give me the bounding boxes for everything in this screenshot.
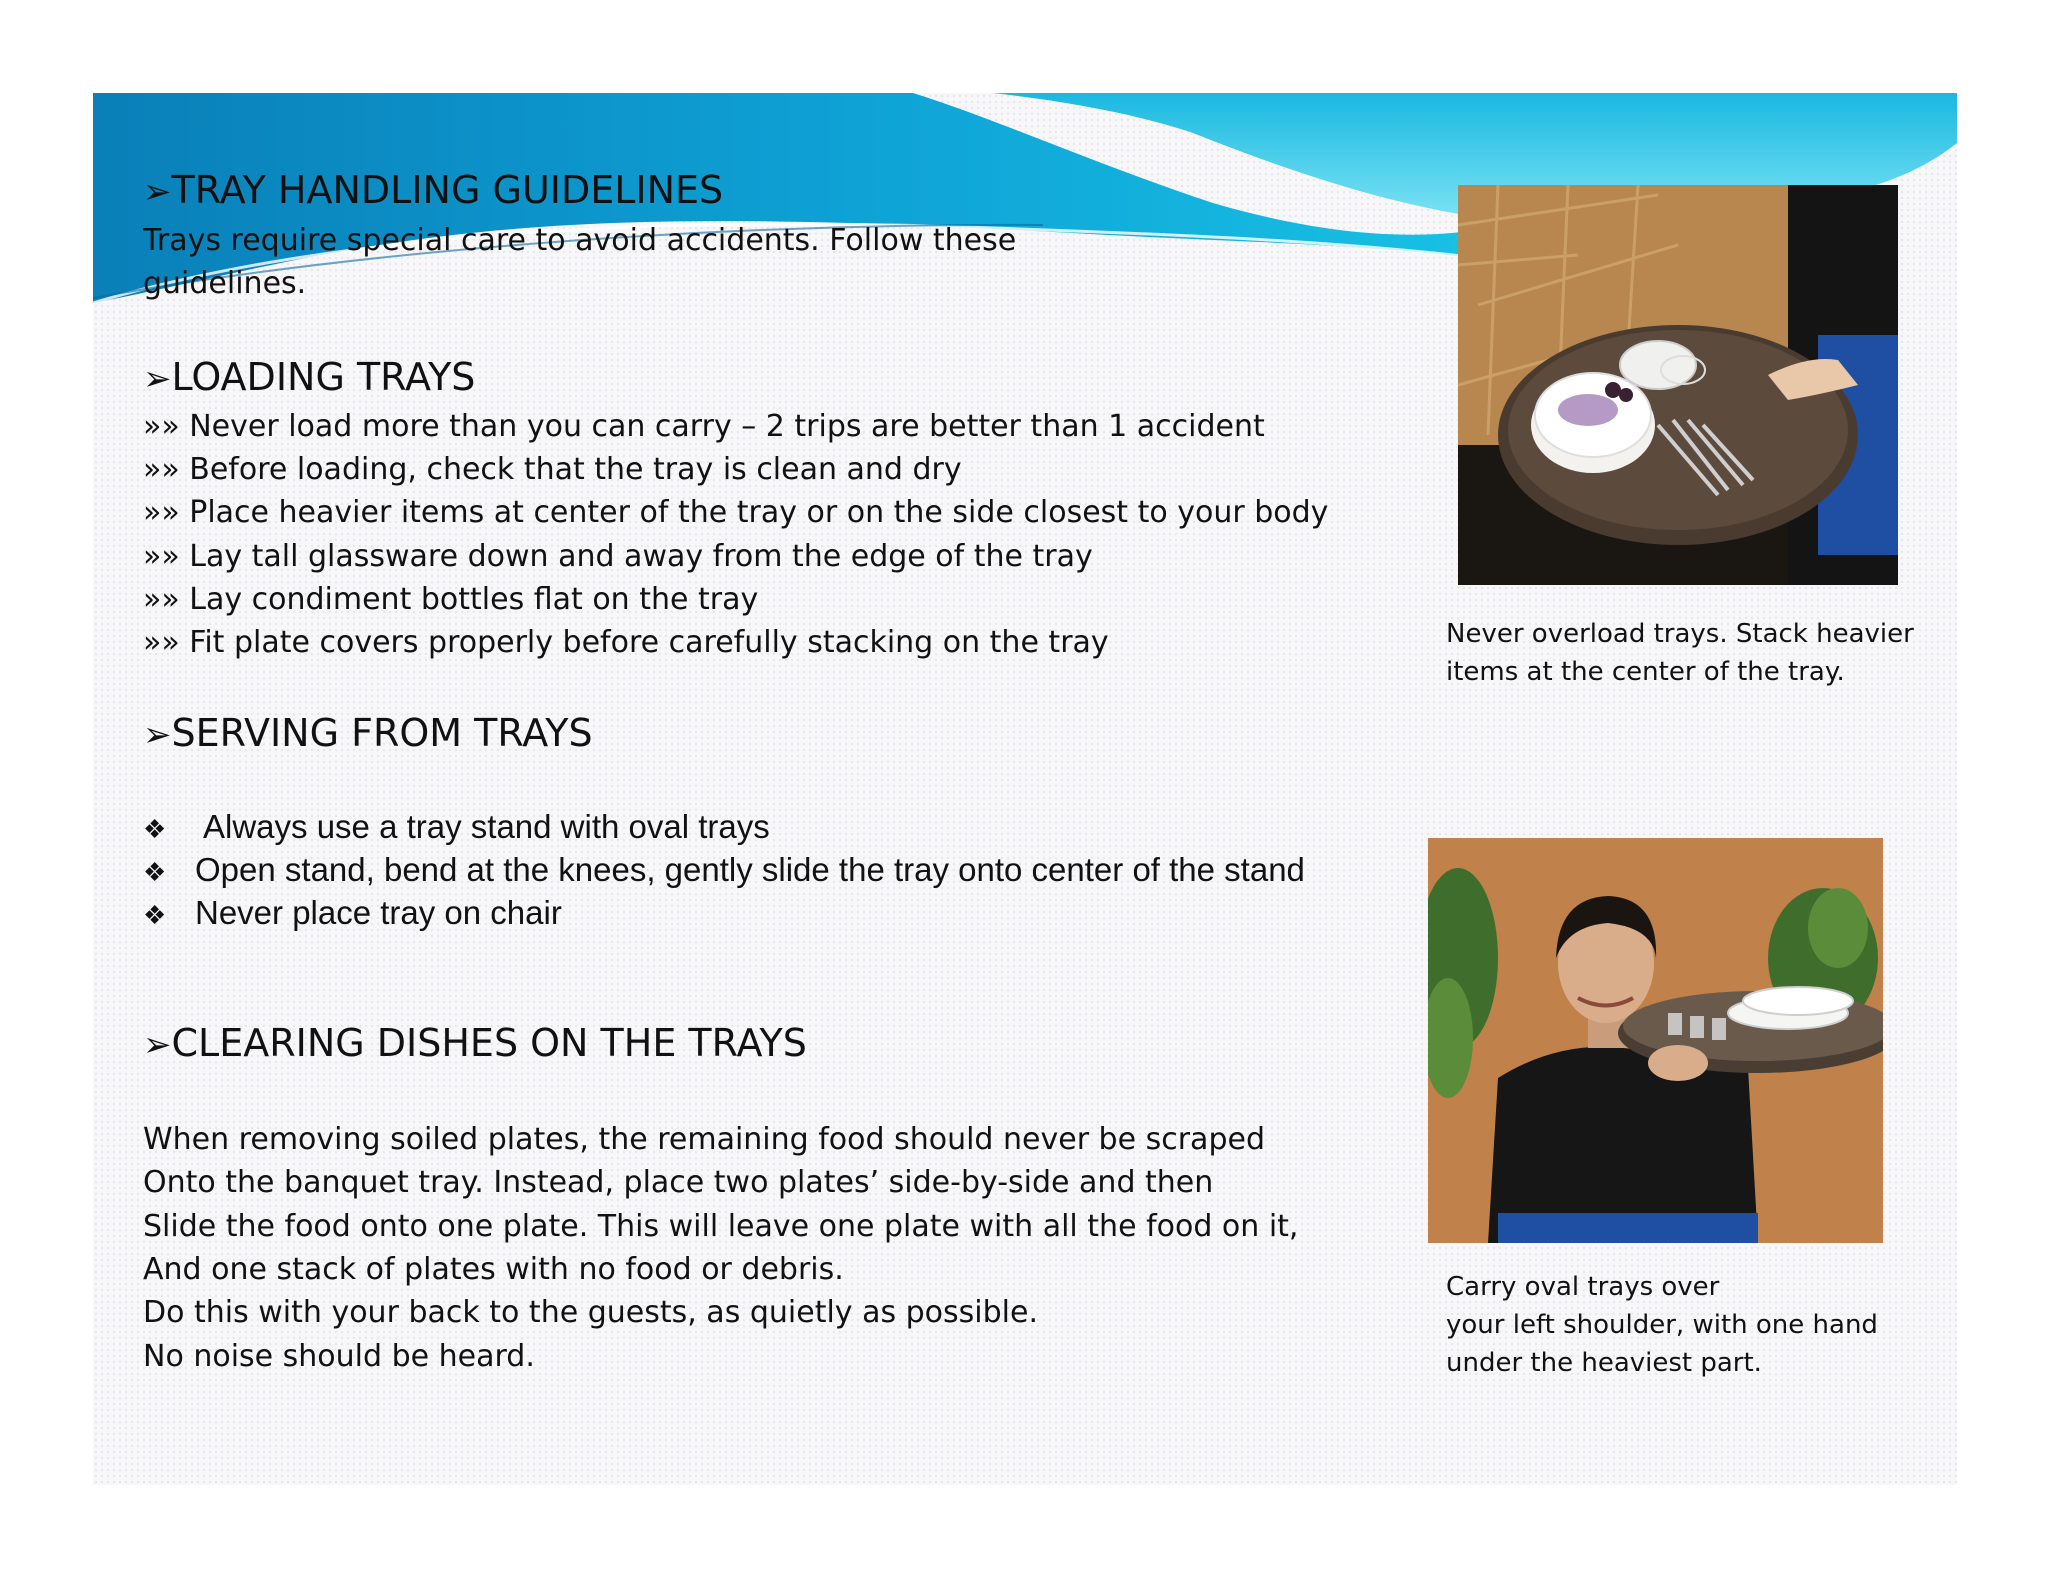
heading-serving: ➢SERVING FROM TRAYS [143,711,593,755]
loading-item: »» Lay tall glassware down and away from the edge of the tray [143,539,1093,574]
photo-caption-top: Never overload trays. Stack heavier items at the center of the tray. [1446,619,1914,687]
slide [93,93,1957,1485]
heading-loading: ➢LOADING TRAYS [143,355,476,399]
intro-line-2: guidelines. [143,266,307,301]
serving-item: ❖ Open stand, bend at the knees, gently slide the tray onto center of the stand [143,851,1305,888]
arrow-icon: ➢ [143,715,172,755]
clearing-line: When removing soiled plates, the remaining food should never be scraped [143,1122,1265,1157]
diamond-bullet-icon: ❖ [143,857,167,887]
arrow-icon: ➢ [143,1025,172,1065]
serving-item: ❖ Never place tray on chair [143,894,562,931]
arrow-icon: ➢ [143,359,172,399]
loading-item: »» Lay condiment bottles flat on the tray [143,582,759,617]
heading-clearing: ➢CLEARING DISHES ON THE TRAYS [143,1021,807,1065]
heading-guidelines: ➢TRAY HANDLING GUIDELINES [143,168,724,212]
photo-caption-bottom: Carry oval trays over your left shoulder, with one hand under the heaviest part. [1446,1272,1878,1378]
arrow-icon: ➢ [143,172,172,212]
clearing-line: No noise should be heard. [143,1339,535,1374]
clearing-line: Do this with your back to the guests, as quietly as possible. [143,1295,1039,1330]
loading-item: »» Place heavier items at center of the tray or on the side closest to your body [143,495,1329,530]
intro-line-1: Trays require special care to avoid accidents. Follow these [143,223,1017,258]
loading-item: »» Before loading, check that the tray is clean and dry [143,452,962,487]
diamond-bullet-icon: ❖ [143,814,167,844]
photo-loading-tray [1458,185,1898,585]
loading-item: »» Fit plate covers properly before carefully stacking on the tray [143,625,1109,660]
photo-carrying-tray [1428,838,1883,1243]
clearing-line: Onto the banquet tray. Instead, place two plates’ side-by-side and then [143,1165,1214,1200]
clearing-line: Slide the food onto one plate. This will leave one plate with all the food on it, [143,1209,1299,1244]
diamond-bullet-icon: ❖ [143,900,167,930]
clearing-line: And one stack of plates with no food or debris. [143,1252,844,1287]
serving-item: ❖ Always use a tray stand with oval trays [143,808,770,845]
loading-item: »» Never load more than you can carry – 2 trips are better than 1 accident [143,409,1265,444]
